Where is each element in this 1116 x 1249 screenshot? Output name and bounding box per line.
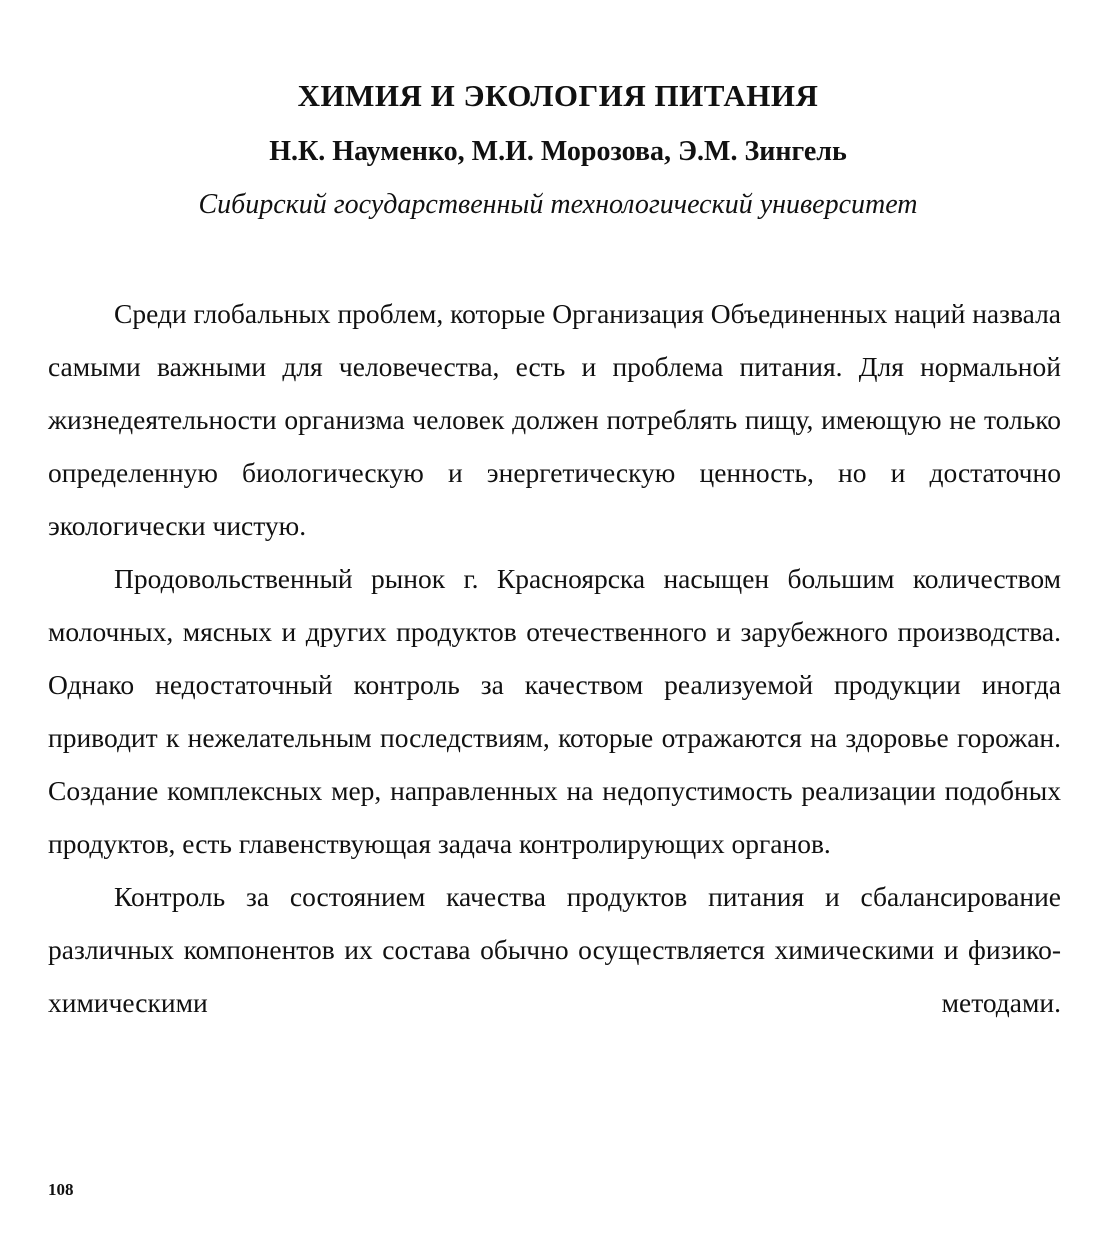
article-body bbox=[48, 287, 1061, 1029]
paragraph-3: Контроль за состоянием качества продуктов питания и сбалансирование различных компонентов их состава обычно осуществляется химическими и физико-химическими методами. bbox=[48, 881, 1061, 1018]
page-number: 108 bbox=[48, 1180, 74, 1199]
paragraph-2: Продовольственный рынок г. Красноярска насыщен большим количеством молочных, мясных и других продуктов отечественного и зарубежного производства. Однако недостаточный контроль за качеством реализуемой продукции иногда приводит к нежелательным последствиям, которые отражаются на здоровье горожан. Создание комплексных мер, направленных на недопустимость реализации подобных продуктов, есть главенствующая задача контролирующих органов. bbox=[48, 563, 1061, 859]
article-title: ХИМИЯ И ЭКОЛОГИЯ ПИТАНИЯ bbox=[297, 78, 819, 113]
author-affiliation: Сибирский государственный технологический университет bbox=[198, 189, 918, 220]
paragraph-1: Среди глобальных проблем, которые Организация Объединенных наций назвала самыми важными для человечества, есть и проблема питания. Для нормальной жизнедеятельности организма человек должен потреблять пищу, имеющую не только определенную биологическую и энергетическую ценность, но и достаточно экологически чистую. bbox=[48, 298, 1061, 541]
article-authors: Н.К. Науменко, М.И. Морозова, Э.М. Зингель bbox=[269, 136, 847, 167]
